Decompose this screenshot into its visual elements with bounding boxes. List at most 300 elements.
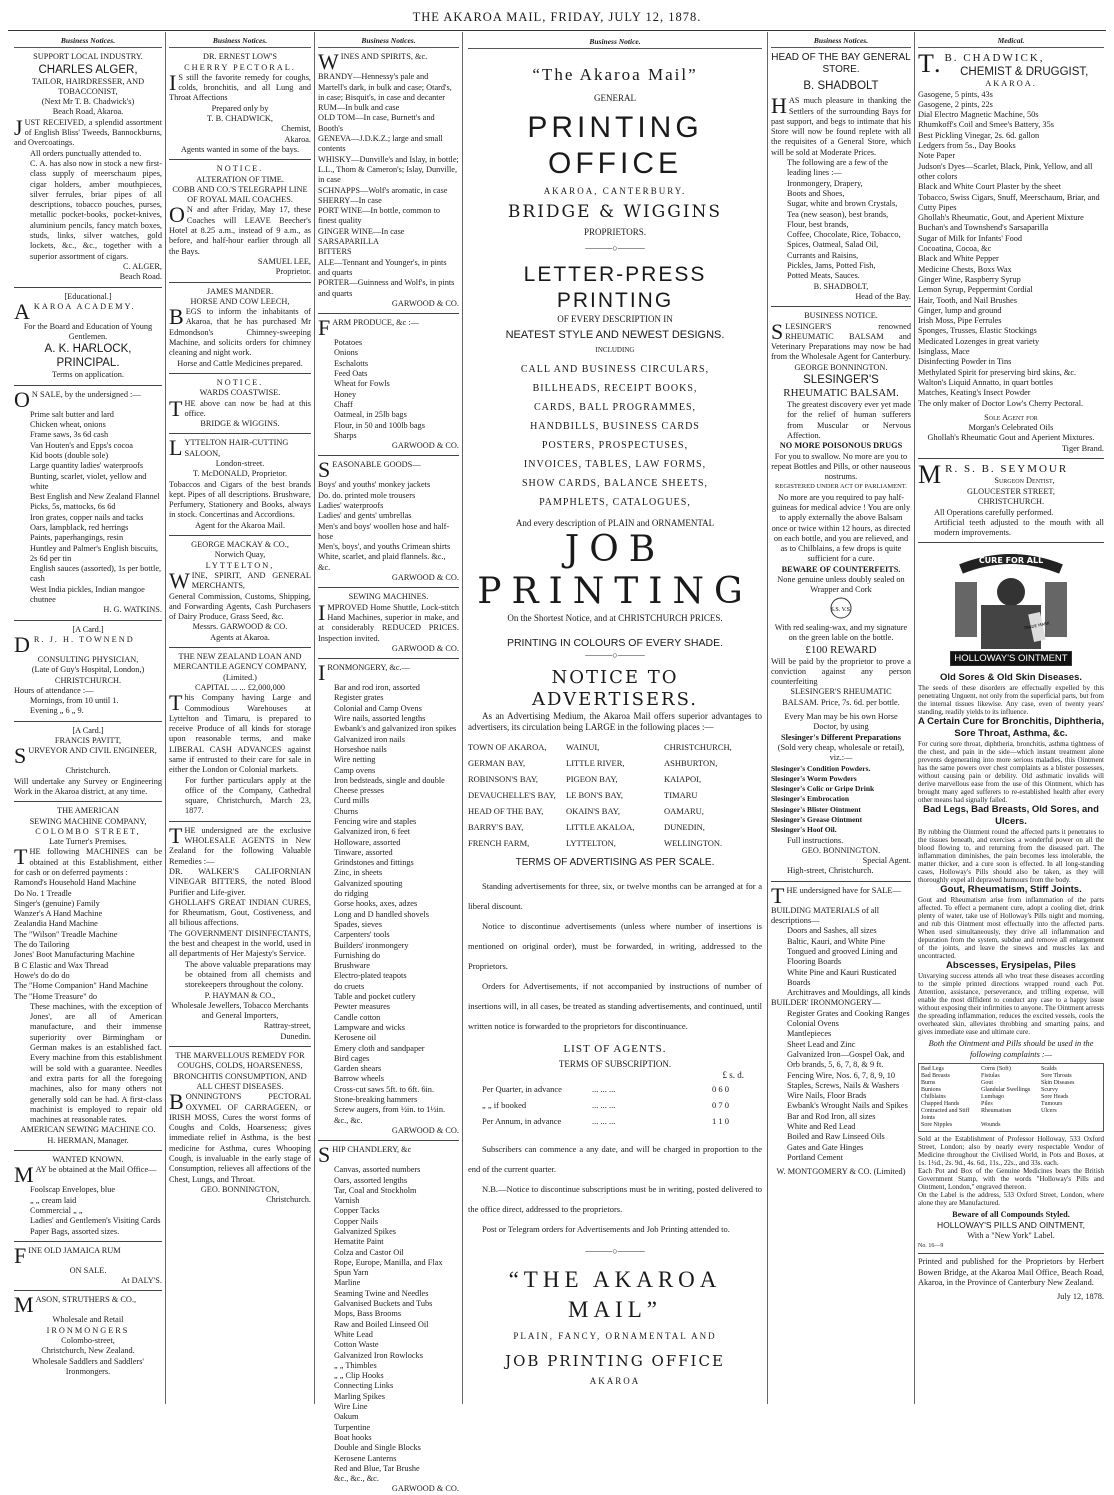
town-cell: ROBINSON'S BAY, — [468, 774, 539, 784]
list-item: Galvanised Buckets and Tubs — [334, 1299, 433, 1309]
job-printing-office-heading: JOB PRINTING OFFICE — [505, 1352, 725, 1370]
list-item: Galvanized Iron Rowlocks — [334, 1350, 423, 1360]
complaint-cell: Tumours — [1041, 1101, 1063, 1108]
list-item: Galvanized iron, 6 feet — [334, 827, 411, 837]
ad-body: EGS to inform the inhabitants of Akaroa, that he has purchased Mr Edmondson's Chimney-sweeping Machine, and solicits orders for chimney cleaning and night work. — [169, 307, 311, 358]
holloway-warning: Beware of all Compounds Styled. — [952, 1210, 1070, 1220]
ad-body: HE above can now be had at this office. — [184, 398, 311, 418]
ad-heading: FRANCIS PAVITT, — [54, 736, 122, 746]
list-item: Fencing wire and staples — [334, 817, 417, 826]
list-item: Flour, best brands, — [787, 219, 849, 229]
list-item: Matches, Keating's Insect Powder — [918, 388, 1031, 398]
column-2 — [169, 36, 311, 1406]
ad-text: Agents at Akaroa. — [210, 632, 270, 642]
ad-body: MPROVED Home Shuttle, Lock-stitch Hand Machines, superior in make, and at considerably REDUCED PRICES. Inspection invited. — [318, 602, 459, 643]
list-item: Camp ovens — [334, 765, 376, 775]
list-item: Baltic, Kauri, and White Pine — [787, 936, 886, 946]
ad-heading: COLOMBO STREET, — [35, 826, 141, 836]
complaint-cell: Chilblains — [921, 1094, 946, 1101]
list-item: Wire nails, assorted lengths — [334, 714, 426, 724]
holloway-body: Sold at the Establishment of Professor Holloway, 533 Oxford Street, London; also by nearly every respectable Vendor of Medicine throughout the Civilised World, in Pots and Boxes, at 1s. 1½d., 2s. 9d., 4s. 6d., 11s., 22s., and 33s. each. — [918, 1135, 1104, 1168]
ad-name: B. SHADBOLT — [803, 80, 879, 93]
list-item: Best Pickling Vinegar, 2s. 6d. gallon — [918, 130, 1040, 140]
column-5 — [771, 36, 911, 1406]
list-item: Isinglass, Mace — [918, 347, 970, 357]
list-item: GINGER WINE—In case — [318, 226, 405, 236]
list-item: Ghollah's Rheumatic, Gout, and Aperient Mixture — [918, 213, 1084, 223]
list-item: Staples, Screws, Nails & Washers — [787, 1080, 900, 1090]
ad-name: P. HAYMAN & CO., — [204, 990, 276, 1000]
ad-body: These machines, with the exception of Jones', are all of American manufacture, and their immense superiority over Birmingham or German makes is an established fact. Every machine from this establishment will be sold with a guarantee. Needles and extra parts for all the foregoing machines, also for many others not generally sold can be had. A first-class machinist is employed to repair old machines at reasonable rates. — [30, 1001, 162, 1125]
chemist-list — [918, 90, 1104, 409]
list-item: The "Home Companion" Hand Machine — [14, 981, 148, 991]
subscription-row — [468, 1081, 762, 1097]
subscription-row — [468, 1113, 762, 1129]
ad-text: T. McDONALD, Proprietor. — [192, 469, 288, 479]
complaint-cell: Bad Breasts — [921, 1073, 950, 1080]
list-item: Builders' ironmongery — [334, 940, 409, 950]
ad-body: The GOVERNMENT DISINFECTANTS, the best and cheapest in the world, used in all departments of Her Majesty's Service. — [169, 928, 311, 959]
list-item: Slesinger's Worm Powders — [771, 773, 857, 783]
job-text: On the Shortest Notice, and at CHRISTCHURCH PRICES. — [507, 613, 723, 623]
list-item: English sauces (assorted), 1s per bottle, cash — [30, 564, 162, 584]
terms-text: Orders for Advertisements, if not accompanied by instructions of number of insertions will, in all cases, be treated as standing advertisements, and continued, until written notice is forwarded to the proprietors for discontinuance. — [468, 981, 762, 1031]
town-cell: FRENCH FARM, — [468, 838, 530, 848]
list-item: Boots and Shoes, — [787, 188, 845, 198]
ad-signature: C. ALGER, — [123, 261, 162, 271]
ad-text: CAPITAL ... ... £2,000,000 — [194, 682, 286, 692]
town-cell: LITTLE AKALOA, — [566, 822, 635, 832]
list-item: Currants and Raisins, — [787, 250, 859, 260]
holloway-body: On the Label is the address, 533 Oxford Street, London, where alone they are Manufactured. — [918, 1191, 1104, 1208]
complaint-cell: Scalds — [1041, 1066, 1057, 1073]
ad-text: ON SALE. — [69, 1265, 107, 1275]
ship-list — [318, 1165, 459, 1484]
list-item: Rhumkoff's Coil and Smee's Battery, 35s — [918, 120, 1054, 130]
nzloan-ad: THE NEW ZEALAND LOAN AND MERCANTILE AGENCY COMPANY, (Limited.) CAPITAL ... ... £2,000,000 This Company having Large and Commodious Warehouses at Lyttelton and Timaru, is prepared to receive Produce of all kinds for storage upon reasonable terms, and make LIBERAL CASH ADVANCES against same if entrusted to their care for sale in either the London or Colonial markets. For further particulars apply at the office of the Company, Cathedral square, Christchurch, March 23, 1877. — [169, 652, 311, 822]
list-item: Bar and rod iron, assorted — [334, 683, 420, 693]
list-item: Architraves and Mouldings, all kinds — [787, 988, 911, 998]
ad-body: AY be obtained at the Mail Office— — [35, 1165, 157, 1175]
ad-signature: GARWOOD & CO. — [391, 1484, 459, 1494]
list-item: Bird cages — [334, 1053, 370, 1063]
ad-text: Horse and Cattle Medicines prepared. — [177, 358, 303, 368]
town-cell: LITTLE RIVER, — [566, 758, 625, 768]
list-item: Kid boots (double sole) — [30, 450, 109, 460]
ad-signature: H. HERMAN, Manager. — [47, 1135, 129, 1145]
ad-number: No. 16—9 — [918, 1241, 1104, 1254]
list-item: Stone-breaking hammers — [334, 1095, 418, 1105]
ad-heading: R. J. H. TOWNEND — [33, 634, 135, 644]
ship-chandlery-ad: SHIP CHANDLERY, &c Canvas, assorted numbers Oars, assorted lengths Tar, Coal and Stockholm Varnish Copper Tacks Copper Nails Galvanized Spikes Hematite Paint Colza and Castor Oil Rope, Europe, Manilla, and Flax Spun Yarn Marline Seaming Twine and Needles Galvanised Buckets and Tubs Mops, Bass Brooms Raw and Boiled Linseed Oil White Lead Cotton Waste Galvanized Iron Rowlocks „ „ Thimbles „ „ Clip Hooks Connecting Links Marling Spikes Wire Line Oakum Turpentine Boat hooks Double and Single Blocks Kerosene Lanterns Red and Blue, Tar Brushe &c., &c., &c. GARWOOD & CO. — [318, 1142, 459, 1494]
ad-heading: HIP CHANDLERY, &c — [332, 1145, 412, 1155]
ad-text: CONSULTING PHYSICIAN, — [37, 654, 139, 664]
ad-heading: BUSINESS NOTICE. — [804, 311, 878, 321]
town-cell: TOWN OF AKAROA, — [468, 742, 547, 752]
printing-lines-list — [468, 360, 762, 512]
ad-text: Wholesale Saddlers and Saddlers' Ironmongers. — [32, 1356, 144, 1376]
ad-heading: THE AMERICAN — [57, 806, 119, 816]
list-item: Large quantity ladies' waterproofs — [30, 461, 144, 471]
ad-text: Full instructions. — [787, 835, 844, 845]
list-item: The "Home Treasure" do — [14, 991, 98, 1001]
list-item: Ironmongery, Drapery, — [787, 178, 863, 188]
ad-text: London-street. — [215, 458, 265, 468]
list-item: Tar, Coal and Stockholm — [334, 1185, 417, 1195]
list-item: Note Paper — [918, 151, 956, 161]
ad-heading: ALTERATION OF TIME. — [196, 174, 284, 184]
column-divider — [914, 32, 915, 1404]
subscription-amt: 0 6 0 — [712, 1084, 729, 1094]
alger-ad: SUPPORT LOCAL INDUSTRY. CHARLES ALGER, TAILOR, HAIRDRESSER, AND TOBACCONIST, (Next Mr T. B. Chadwick's) Beach Road, Akaroa. JUST RECEIVED, a splendid assortment of English Bliss' Tweeds, Bannockburns, and Overcoatings. All orders punctually attended to. C. A. has also now in stock a new first-class supply of meerschaum pipes, cigar holders, amber mouthpieces, silver ferrules, briar pipes of all descriptions, tobacco pouches, purses, metallic pocket-books, pocket-knives, aluminium pencils, fancy match boxes, studs, links, silver watches, gold lockets, &c., &c., together with a superior assortment of cigars. C. ALGER, Beach Road. — [14, 52, 162, 287]
ad-body: No more are you required to pay half-guineas for medical advice ! You are only to apply externally the above Balsam once or twice within 12 hours, as directed on each bottle, and you are relieved, and as to Chilblains, a few drops is quite sufficient for a cure. — [771, 492, 911, 564]
ad-heading: YTTELTON HAIR-CUTTING SALOON, — [184, 438, 289, 458]
ad-tag: [A Card.] — [72, 725, 104, 735]
list-item: Chicken wheat, onions — [30, 420, 106, 430]
list-item: The "Wilson" Treadle Machine — [14, 929, 118, 939]
list-item: WHISKY—Dunville's and Islay, in bottle; L.L., Thom & Cameron's; Islay, Dunville, in case — [318, 154, 459, 185]
ad-text: Dunedin. — [280, 1031, 311, 1041]
job-intro: And every description of PLAIN and ORNAMENTAL — [515, 518, 715, 528]
list-item: Kerosene Lanterns — [334, 1453, 397, 1463]
proprietors-label: PROPRIETORS. — [583, 227, 647, 237]
wanted-ad: WANTED KNOWN. MAY be obtained at the Mail Office— Foolscap Envelopes, blue „ „ cream laid Commercial „ „ Ladies' and Gentlemen's Visiting Cards Paper Bags, assorted sizes. — [14, 1155, 162, 1242]
subscription-text: N.B.—Notice to discontinue subscriptions must be in writing, posted delivered to the office direct, addressed to the proprietors. — [468, 1184, 762, 1214]
list-item: &c., &c. — [334, 1115, 363, 1125]
ad-heading: EASONABLE GOODS— — [332, 460, 421, 470]
ironmongery-list — [771, 1009, 911, 1163]
ad-text: Agent for the Akaroa Mail. — [194, 520, 286, 530]
ad-text: Surgeon Dentist, — [994, 475, 1055, 485]
list-item: Table and pocket cutlery — [334, 992, 416, 1002]
letterpress-heading: LETTER-PRESS PRINTING — [523, 263, 707, 312]
list-item: Spun Yarn — [334, 1268, 369, 1278]
ad-name: SLESINGER'S — [803, 374, 879, 387]
terms-heading: TERMS OF ADVERTISING AS PER SCALE. — [515, 857, 715, 868]
list-item: &c., &c., &c. — [334, 1474, 379, 1484]
list-item: Seaming Twine and Needles — [334, 1288, 429, 1298]
list-item: Raw and Boiled Linseed Oil — [334, 1319, 429, 1329]
ad-text: Late Turner's Premises. — [49, 837, 127, 847]
list-item: „ „ cream laid — [30, 1195, 77, 1205]
list-item: Portland Cement — [787, 1152, 843, 1162]
ad-heading: KAROA ACADEMY. — [33, 301, 136, 311]
ad-body: INE, SPIRIT, AND GENERAL MERCHANTS, — [191, 570, 311, 591]
subscription-row — [468, 1097, 762, 1113]
emblem-trade-mark-text: TRADE MARK — [1023, 620, 1051, 632]
list-item: Potted Meats, Sauces. — [787, 271, 860, 281]
ad-heading: IRONMONGERS — [46, 1325, 130, 1335]
lows-ad: DR. ERNEST LOW'S CHERRY PECTORAL. I S still the favorite remedy for coughs, colds, bronchitis, and all Lung and Throat Affections Prepared only by T. B. CHADWICK, Chemist, Akaroa. Agents wanted in some of the bays. — [169, 52, 311, 160]
ad-heading: LYTTELTON, — [205, 560, 275, 570]
list-item: Coffee, Chocolate, Rice, Tobacco, — [787, 230, 901, 240]
location-label: AKAROA, CANTERBURY. — [543, 186, 687, 196]
list-item: Do No. 1 Treadle — [14, 888, 72, 898]
montgomery-ad: THE undersigned have for SALE— BUILDING MATERIALS of all descriptions— Doors and Sashes, all sizes Baltic, Kauri, and White Pine Tongued and grooved Lining and Flooring Boards White Pine and Kauri Rusticated Boards Architraves and Mouldings, all kinds BUILDER' IRONMONGERY— Register Grates and Cooking Ranges Colonial Ovens Mantlepieces Sheet Lead and Zinc Galvanized Iron—Gospel Oak, and Orb brands, 5, 6, 7, 8, & 9 ft. Fencing Wire, Nos. 6, 7, 8, 9, 10 Staples, Screws, Nails & Washers Wire Nails, Floor Brads Ewbank's Wrought Nails and Spikes Bar and Rod Iron, all sizes White and Red Lead Boiled and Raw Linseed Oils Gates and Gate Hinges Portland Cement W. MONTGOMERY & CO. (Limited) — [771, 882, 911, 1177]
ad-text: Norwich Quay, — [214, 550, 266, 560]
subheading: OF EVERY DESCRIPTION IN — [557, 314, 673, 324]
list-item: Flour, in 50 and 100lb bags — [334, 420, 425, 430]
list-item: Candle cotton — [334, 1012, 381, 1022]
farm-list — [318, 338, 459, 441]
list-item: Huntley and Palmer's English biscuits, 2s 6d per tin — [30, 543, 159, 563]
complaint-cell: Sore Throats — [1041, 1073, 1072, 1080]
holloway-heading: Old Sores & Old Skin Diseases. — [939, 672, 1083, 684]
advertisers-body: As an Advertising Medium, the Akaroa Mail offers superior advantages to advertisers, its circulation being LARGE in the following places :— — [468, 711, 762, 732]
list-item: Double and Single Blocks — [334, 1443, 421, 1453]
cobb-ad: NOTICE. ALTERATION OF TIME. COBB AND CO.'S TELEGRAPH LINE OF ROYAL MAIL COACHES. O N and after Friday, May 17, these Coaches will LEAVE Beecher's Hotel at 8.25 a.m., instead of 9 a.m., as before, and half-hour earlier through all the Bays. SAMUEL LEE, Proprietor. — [169, 164, 311, 282]
list-item: Long and D handled shovels — [334, 909, 429, 919]
ad-text: High-street, Christchurch. — [787, 866, 874, 876]
preparations-list — [771, 764, 911, 836]
list-item: Zealandia Hand Machine — [14, 919, 98, 929]
mackay-ad: GEORGE MACKAY & CO., Norwich Quay, LYTTELTON, WINE, SPIRIT, AND GENERAL MERCHANTS, General Commission, Customs, Shipping, and Forwarding Agents, Cash Purchasers of Dairy Produce, Grass Seed, &c. Messrs. GARWOOD & CO. Agents at Akaroa. — [169, 540, 311, 648]
complaint-cell: Glandular Swellings — [981, 1087, 1031, 1094]
column-3 — [318, 36, 459, 1494]
list-item: Register Grates and Cooking Ranges — [787, 1008, 910, 1018]
printing-line: POSTERS, PROSPECTUSES, — [541, 440, 689, 451]
list-item: SCHNAPPS—Wolf's aromatic, in case — [318, 185, 448, 195]
list-item: Gasogene, 2 pints, 22s — [918, 99, 993, 109]
list-item: Fencing Wire, Nos. 6, 7, 8, 9, 10 — [787, 1070, 896, 1080]
ad-heading: R. S. B. SEYMOUR — [945, 462, 1069, 475]
list-item: „ „ Clip Hooks — [334, 1371, 384, 1381]
pavitt-ad: [A Card.] FRANCIS PAVITT, SURVEYOR AND CIVIL ENGINEER, Christchurch. Will undertake any Survey or Engineering Work in the Akaroa district, at any time. — [14, 726, 162, 802]
ad-heading: RONMONGERY, &c.— — [327, 663, 410, 673]
holloway-warning: HOLLOWAY'S PILLS AND OINTMENT, — [936, 1220, 1086, 1231]
ad-heading: COBB AND CO.'S TELEGRAPH LINE OF ROYAL MAIL COACHES. — [172, 184, 308, 205]
ad-text: (Limited.) — [223, 672, 257, 682]
complaint-cell: Gout — [981, 1080, 993, 1087]
ad-signature: BRIDGE & WIGGINS. — [200, 419, 280, 429]
ad-signature: GARWOOD & CO. — [391, 573, 459, 583]
list-item: Slesinger's Hoof Oil. — [771, 825, 837, 835]
ad-name: RHEUMATIC BALSAM. — [783, 387, 899, 400]
ad-body: LESINGER'S renowned RHEUMATIC BALSAM and Veterinary Preparations may now be had from the Wholesale Agent for Canterbury. — [771, 321, 911, 362]
subscription-text: Subscribers can commence a any date, and will be charged in proportion to the end of the current quarter. — [468, 1144, 762, 1174]
complaint-cell: Bunions — [921, 1087, 942, 1094]
list-item: B C Elastic and Wax Thread — [14, 960, 109, 970]
ornament: ———○——— — [585, 1246, 645, 1256]
town-cell: TIMARU — [664, 790, 698, 800]
ad-heading: HE undersigned have for SALE— — [786, 885, 901, 895]
shadbolt-ad: HEAD OF THE BAY GENERAL STORE. B. SHADBOLT HAS much pleasure in thanking the Settlers of the surrounding Bays for past support, and begs to intimate that his Store will now be found replete with all the requisites of a General Store, which will be sold at Moderate Prices. The following are a few of the leading lines :— Ironmongery, Drapery, Boots and Shoes, Sugar, white and brown Crystals, Tea (new season), best brands, Flour, best brands, Coffee, Chocolate, Rice, Tobacco, Spices, Oatmeal, Salad Oil, Currants and Raisins, Pickles, Jams, Potted Fish, Potted Meats, Sauces. B. SHADBOLT, Head of the Bay. — [771, 52, 911, 307]
list-item: Potatoes — [334, 338, 363, 348]
ad-text: AKAROA. — [985, 79, 1037, 89]
holloway-warning: With a "New York" Label. — [967, 1230, 1055, 1240]
ad-heading: WARDS COASTWISE. — [199, 388, 281, 398]
list-item: Boys' and youths' monkey jackets — [318, 480, 431, 490]
list-item: Tongued and grooved Lining and Flooring Boards — [787, 946, 898, 967]
ad-body: None genuine unless doubly sealed on Wrapper and Cork — [777, 575, 905, 595]
including-label: INCLUDING — [595, 346, 635, 354]
ironmongery-list — [318, 683, 459, 1126]
currency-header: £ s. d. — [722, 1070, 744, 1080]
townend-ad: [A Card.] D R. J. H. TOWNEND CONSULTING PHYSICIAN, (Late of Guy's Hospital, London,) CHRISTCHURCH. Hours of attendance :— Mornings, from 10 until 1. Evening „ 6 „ 9. — [14, 625, 162, 722]
ad-tag: [Educational.] — [64, 291, 112, 301]
list-item: Onions — [334, 348, 358, 358]
list-item: Galvanized iron nails — [334, 734, 405, 744]
list-item: Walton's Liquid Annatto, in quart bottles — [918, 377, 1053, 387]
list-item: Boiled and Raw Linseed Oils — [787, 1132, 885, 1142]
town-cell: WELLINGTON. — [664, 838, 723, 848]
list-item: Colonial and Camp Ovens — [334, 703, 422, 713]
mander-ad: JAMES MANDER. HORSE AND COW LEECH, BEGS to inform the inhabitants of Akaroa, that he has purchased Mr Edmondson's Chimney-sweeping Machine, and solicits orders for chimney cleaning and night work. Horse and Cattle Medicines prepared. — [169, 287, 311, 374]
general-label: GENERAL — [594, 93, 636, 103]
list-item: Holloware, assorted — [334, 837, 401, 847]
ad-heading: DR. ERNEST LOW'S — [203, 52, 277, 62]
ad-heading: SUPPORT LOCAL INDUSTRY. — [33, 52, 143, 62]
list-item: Rope, Europe, Manilla, and Flax — [334, 1257, 443, 1267]
ad-body: All orders punctually attended to. — [30, 148, 142, 158]
ad-text: Wholesale Jewellers, Tobacco Merchants and General Importers, — [171, 1000, 309, 1021]
list-item: Boat hooks — [334, 1432, 372, 1442]
seal-text: S.S. V.S. — [830, 606, 852, 613]
list-item: Spices, Oatmeal, Salad Oil, — [787, 240, 879, 250]
list-item: Oars, lampblack, red herrings — [30, 522, 129, 532]
printing-line: SHOW CARDS, BALANCE SHEETS, — [522, 478, 708, 489]
emblem-banner-text: CURE FOR ALL — [978, 556, 1044, 566]
printing-office-column — [468, 36, 762, 1406]
ad-body: All Operations carefully performed. — [934, 507, 1054, 517]
section-header: Business Notices. — [771, 36, 911, 48]
list-item: White Pine and Kauri Rusticated Boards — [787, 967, 897, 987]
ornament: ———○——— — [585, 243, 645, 253]
list-item: Medicine Chests, Boxs Wax — [918, 264, 1012, 274]
printing-line: CALL AND BUSINESS CIRCULARS, — [520, 364, 710, 375]
list-item: Tinware, assorted — [334, 847, 393, 857]
list-item: Gasogene, 5 pints, 43s — [918, 89, 993, 99]
ad-text: (Late of Guy's Hospital, London,) — [31, 665, 145, 675]
watkins-ad: O N SALE, by the undersigned :— Prime salt butter and lard Chicken wheat, onions Frame saws, 3s 6d cash Van Houten's and Epps's cocoa Kid boots (double sole) Large quantity ladies' waterproofs Bunting, scarlet, violet, yellow and white Best English and New Zealand Flannel Picks, 5s, mattocks, 6s 6d Iron grates, copper nails and tacks Oars, lampblack, red herrings Paints, paperhangings, resin Huntley and Palmer's English biscuits, 2s 6d per tin English sauces (assorted), 1s per bottle, cash West India pickles, Indian mangoe chutnee H. G. WATKINS. — [14, 390, 162, 621]
ad-tag: [A Card.] — [72, 624, 104, 634]
ad-heading: THE NEW ZEALAND LOAN AND MERCANTILE AGENCY COMPANY, — [173, 652, 307, 672]
town-cell: BARRY'S BAY, — [468, 822, 524, 832]
list-item: Jones' Boot Manufacturing Machine — [14, 950, 135, 960]
list-item: Cocoatina, Cocoa, &c — [918, 244, 992, 254]
list-item: Ledgers from 5s., Day Books — [918, 141, 1016, 151]
list-item: PORT WINE—In bottle, common to finest quality — [318, 206, 441, 226]
ad-signature: B. SHADBOLT, — [813, 281, 869, 291]
ad-text: (Next Mr T. B. Chadwick's) — [41, 97, 135, 107]
ad-body: General Commission, Customs, Shipping, and Forwarding Agents, Cash Purchasers of Dairy Produce, Grass Seed, &c. — [169, 591, 311, 622]
ad-body: UST RECEIVED, a splendid assortment of English Bliss' Tweeds, Bannockburns, and Overcoatings. — [14, 117, 162, 148]
sewing-company-ad: THE AMERICAN SEWING MACHINE COMPANY, COLOMBO STREET, Late Turner's Premises. THE following MACHINES can be obtained at this Establishment, either for cash or on deferred payments : Ramond's Household Hand Machine Do No. 1 Treadle Singer's (genuine) Family Wanzer's A Hand Machine Zealandia Hand Machine The "Wilson" Treadle Machine The do Tailoring Jones' Boot Manufacturing Machine B C Elastic and Wax Thread Howe's do do do The "Home Companion" Hand Machine The "Home Treasure" do These machines, with the exception of Jones', are all of American manufacture, and their immense superiority over Birmingham or German makes is an established fact. Every machine from this establishment will be sold with a guarantee. Needles and extra parts for all the foregoing machines, also for many others not generally sold can be had. A first-class machinist is employed to repair old machines at reasonable rates. AMERICAN SEWING MACHINE CO. H. HERMAN, Manager. — [14, 806, 162, 1151]
list-item: Bar and Rod Iron, all sizes — [787, 1111, 876, 1121]
holloway-body: For curing sore throat, diphtheria, bronchitis, asthma tightness of the chest, and pain in the side—which instant treatment alone prevents degenerating into more serious maladies, this Ointment has the same powers over chest complaints as a blister possesses, without causing pain or debility. Old asthmatic invalids will derive marvellous ease from the use of this Ointment, which has brought many aged sufferers to re-established health after every other means had signally failed. — [918, 740, 1104, 805]
holloway-body: The seeds of these disorders are effectually expelled by this penetrating Unguent, not only from the superficial parts, but from the internal tissues likewise. Any case, even of twenty years' standing, readily yields to its influence. — [918, 684, 1104, 717]
wards-ad: NOTICE. WARDS COASTWISE. THE above can now be had at this office. BRIDGE & WIGGINS. — [169, 378, 311, 434]
ornament: ———○——— — [585, 650, 645, 660]
list-item: Ewbank's Wrought Nails and Spikes — [787, 1101, 908, 1111]
ad-body: his Company having Large and Commodious Warehouses at Lyttelton and Timaru, is prepared to receive Produce of all kinds for storage upon reasonable terms, and make LIBERAL CASH ADVANCES against same if entrusted to their care for sale in either the London or Colonial markets. — [169, 693, 311, 775]
ad-name: CHEMIST & DRUGGIST, — [960, 66, 1089, 79]
complaint-cell: Chapped Hands — [921, 1101, 960, 1108]
list-item: SHERRY—In case — [318, 195, 382, 205]
complaint-cell: Contracted and Stiff Joints — [921, 1108, 970, 1122]
list-item: „ „ Thimbles — [334, 1360, 377, 1370]
list-item: Foolscap Envelopes, blue — [30, 1185, 116, 1195]
imprint: Printed and published for the Proprietors by Herbert Bowen Bridge, at the Akaroa Mail Office, Beach Road, Akaroa, in the Province of Canterbury New Zealand. — [918, 1257, 1104, 1287]
ad-body: With red sealing-wax, and my signature on the green lable on the bottle. — [774, 622, 908, 643]
notice-advertisers-heading: NOTICE TO ADVERTISERS. — [531, 667, 699, 710]
list-item: Ramond's Household Hand Machine — [14, 878, 137, 888]
list-item: Copper Nails — [334, 1216, 379, 1226]
complaint-cell: Fistulas — [981, 1073, 1000, 1080]
list-item: Wire netting — [334, 755, 376, 765]
ad-heading: SEWING MACHINES. — [348, 592, 429, 602]
list-item: Oatmeal, in 25lb bags — [334, 410, 407, 420]
sale-list — [14, 410, 162, 606]
list-item: Mops, Bass Brooms — [334, 1309, 402, 1319]
ad-signature: GARWOOD & CO. — [391, 1125, 459, 1135]
printing-line: CARDS, BALL PROGRAMMES, — [533, 402, 697, 413]
ad-body: ONNINGTON'S PECTORAL OXYMEL OF CARRAGEEN, or IRISH MOSS, Cures the worst forms of Coughs and Colds, Hoarseness; gives immediate relief in Asthma, is the best medicine for Asthma, cures Whooping Cough, is invaluable in the early stage of Consumption, relieves all affections of the Chest, Lungs, and Throat. — [169, 1092, 311, 1184]
list-item: The only maker of Doctor Low's Cherry Pectoral. — [918, 398, 1084, 408]
list-item: do cruets — [334, 981, 365, 991]
list-item: BRANDY—Hennessy's pale and Martell's dark, in bulk and case; Otard's, in case; Bisquit's, in case and decanter — [318, 72, 452, 102]
ad-text: Akaroa. — [284, 134, 311, 144]
list-item: Spades, sieves — [334, 919, 382, 929]
complaint-cell: Scurvy — [1041, 1087, 1058, 1094]
list-item: Garden shears — [334, 1064, 382, 1074]
list-item: Disinfecting Powder in Tins — [918, 357, 1012, 367]
proprietors-name: BRIDGE & WIGGINS — [507, 202, 723, 222]
ad-body: The greatest discovery ever yet made for the relief of human sufferers from Muscular or Nervous Affection. — [787, 400, 911, 440]
town-cell: DUNEDIN, — [664, 822, 705, 832]
ad-heading: B. CHADWICK, — [944, 52, 1045, 65]
list-item: Canvas, assorted numbers — [334, 1165, 421, 1175]
list-item: Methylated Spirit for preserving bird skins, &c. — [918, 367, 1077, 377]
list-item: Singer's (genuine) Family — [14, 898, 100, 908]
complaint-cell: Lumbago — [981, 1094, 1004, 1101]
list-item: Curd mills — [334, 796, 370, 806]
town-cell: LE BON'S BAY, — [566, 790, 624, 800]
ad-body: S still the favorite remedy for coughs, colds, bronchitis, and all Lung and Throat Affections — [169, 72, 311, 103]
list-item: Galvanized Spikes — [334, 1226, 396, 1236]
list-item: Horseshoe nails — [334, 744, 387, 754]
section-header: Business Notices. — [169, 36, 311, 48]
list-item: Ladies' waterproofs — [318, 500, 384, 510]
ad-heading: BUILDER' IRONMONGERY— — [771, 998, 881, 1008]
list-item: Men's, boys', and youths Crimean shirts — [318, 542, 451, 552]
ad-heading: BEWARE OF COUNTERFEITS. — [781, 564, 901, 574]
ad-body: Tobaccos and Cigars of the best brands kept. Pipes of all descriptions. Brushware, Perfumery, Stationery and Books, always in stock. Concertinas and Accordions. — [169, 479, 311, 520]
subscription-label: Per Quarter, in advance — [482, 1084, 562, 1094]
ironmongery-ad: IRONMONGERY, &c.— Bar and rod iron, assorted Register grates Colonial and Camp Ovens Wire nails, assorted lengths Ewbank's and galvanized iron spikes Galvanized iron nails Horseshoe nails Wire netting Camp ovens Iron bedsteads, single and double Cheese presses Curd mills Churns Fencing wire and staples Galvanized iron, 6 feet Holloware, assorted Tinware, assorted Grindstones and fittings Zinc, in sheets Galvanized spouting do ridging Gorse hooks, axes, adzes Long and D handled shovels Spades, sieves Carpenters' tools Builders' ironmongery Furnishing do Brushware Electro-plated teapots do cruets Table and pocket cutlery Pewter measures Candle cotton Lampware and wicks Kerosene oil Emery cloth and sandpaper Bird cages Garden shears Barrow wheels Cross-cut saws 5ft. to 6ft. 6in. Stone-breaking hammers Screw augers, from ½in. to 1½in. &c., &c. GARWOOD & CO. — [318, 663, 459, 1141]
list-item: Kerosene oil — [334, 1033, 377, 1043]
subscription-amt: 0 7 0 — [712, 1100, 729, 1110]
machine-list — [14, 878, 162, 1002]
reward-heading: £100 REWARD — [805, 643, 877, 656]
ad-signature: Christchurch. — [266, 1195, 311, 1205]
list-item: Cotton Waste — [334, 1340, 379, 1350]
list-item: Feed Oats — [334, 369, 368, 379]
job-printing-heading: JOB PRINTING — [477, 529, 753, 612]
list-item: Colonial Ovens — [787, 1019, 839, 1029]
list-item: Medicated Lozenges in great variety — [918, 336, 1040, 346]
list-item: Picks, 5s, mattocks, 6s 6d — [30, 502, 116, 512]
list-item: Ginger, lump and ground — [918, 305, 1002, 315]
complaint-cell: Sore Heads — [1041, 1094, 1069, 1101]
remedies-ad: THE undersigned are the exclusive WHOLESALE AGENTS in New Zealand for the following Valuable Remedies :— DR. WALKER'S CALIFORNIAN VINEGAR BITTERS, the noted Blood Purifier and Life-giver. GHOLLAH'S GREAT INDIAN CURES, for Rheumatism, Gout, Costiveness, and all bilious affections. The GOVERNMENT DISINFECTANTS, the best and cheapest in the world, used in all departments of Her Majesty's Service. The above valuable preparations may be obtained from all chemists and storekeepers throughout the colony. P. HAYMAN & CO., Wholesale Jewellers, Tobacco Merchants and General Importers, Rattray-street, Dunedin. — [169, 826, 311, 1047]
list-item: Slesinger's Embrocation — [771, 794, 849, 804]
ad-body: HE following MACHINES can be obtained at this Establishment, either for cash or on deferred payments : — [14, 847, 162, 877]
ad-signature: GARWOOD & CO. — [391, 643, 459, 653]
list-item: PORTER—Guinness and Wolf's, in pints and quarts — [318, 278, 455, 298]
subscription-amt: 1 1 0 — [712, 1116, 729, 1126]
holloway-heading: A Certain Cure for Bronchitis, Diphtheria, Sore Throat, Asthma, &c. — [918, 716, 1104, 740]
